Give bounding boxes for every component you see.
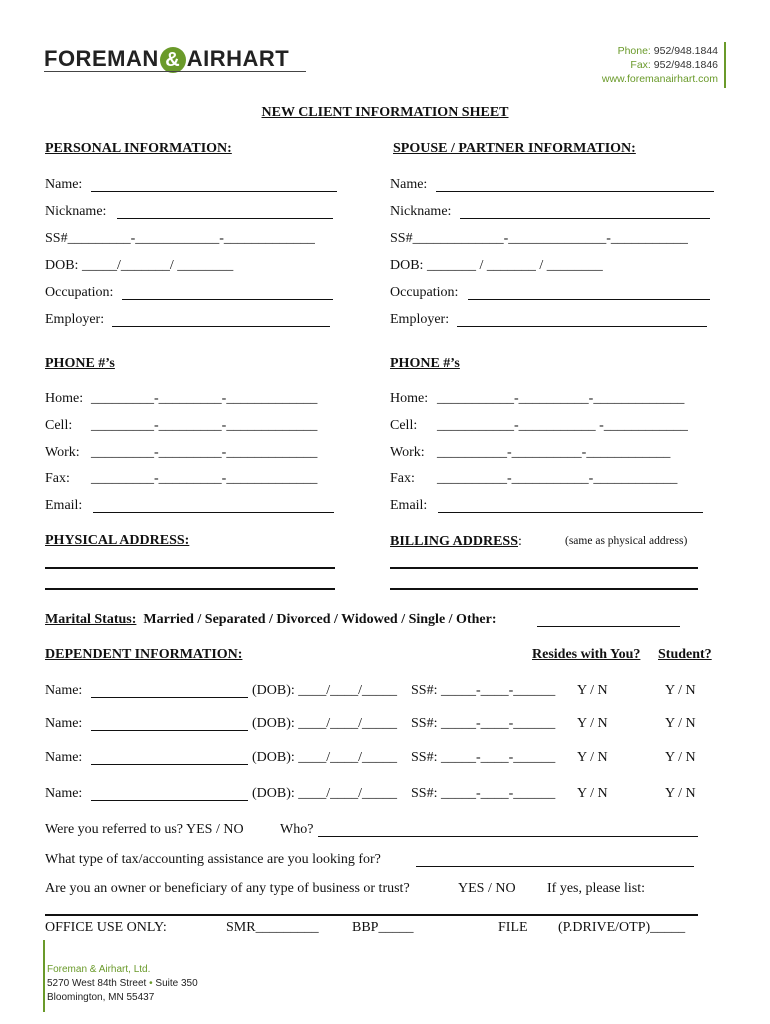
dependent-ss-field[interactable]: SS#: _____-____-______ (411, 786, 556, 801)
footer-divider (43, 940, 45, 1012)
fax-label: Fax: (630, 59, 651, 71)
spouse-phone-cell-label: Cell: (390, 418, 418, 433)
marital-status-label: Marital Status: (45, 612, 137, 627)
dependent-dob-field[interactable]: (DOB): ____/____/_____ (252, 750, 398, 765)
dependent-ss-field[interactable]: SS#: _____-____-______ (411, 716, 556, 731)
billing-address-line-1[interactable] (390, 567, 698, 569)
dependent-name-field[interactable] (91, 697, 248, 698)
dependent-name-label: Name: (45, 683, 83, 698)
personal-name-field[interactable] (91, 191, 337, 192)
owner-yes-no[interactable]: YES / NO (458, 881, 516, 896)
spouse-nickname-label: Nickname: (390, 204, 452, 219)
dependent-name-field[interactable] (91, 800, 248, 801)
email-field-right[interactable] (438, 512, 703, 513)
dependent-dob-field[interactable]: (DOB): ____/____/_____ (252, 716, 398, 731)
office-smr-field[interactable]: SMR_________ (226, 920, 319, 935)
footer-street: 5270 West 84th Street (47, 978, 147, 989)
billing-note: (same as physical address) (565, 535, 688, 547)
dependent-dob-field[interactable]: (DOB): ____/____/_____ (252, 683, 398, 698)
header-divider (724, 42, 726, 88)
personal-employer-label: Employer: (45, 312, 105, 327)
spouse-heading: SPOUSE / PARTNER INFORMATION: (393, 141, 636, 156)
dependent-name-field[interactable] (91, 730, 248, 731)
phone-work-label: Work: (45, 445, 80, 460)
dependent-ss-field[interactable]: SS#: _____-____-______ (411, 750, 556, 765)
dependent-resides-toggle[interactable]: Y / N (577, 716, 608, 731)
spouse-phone-home-label: Home: (390, 391, 429, 406)
phone-label: Phone: (617, 45, 651, 57)
logo-underline (44, 71, 306, 72)
physical-address-heading: PHYSICAL ADDRESS: (45, 533, 190, 548)
dependent-student-toggle[interactable]: Y / N (665, 683, 696, 698)
spouse-phone-work-label: Work: (390, 445, 425, 460)
dependent-student-toggle[interactable]: Y / N (665, 786, 696, 801)
assistance-question: What type of tax/accounting assistance are you looking for? (45, 852, 381, 867)
office-bbp-field[interactable]: BBP_____ (352, 920, 414, 935)
dependent-name-label: Name: (45, 716, 83, 731)
footer-address (47, 963, 198, 1005)
logo-text-right: AIRHART (186, 46, 290, 71)
marital-other-field[interactable] (537, 626, 680, 627)
footer-suite: Suite 350 (155, 978, 198, 989)
office-file-label: FILE (498, 920, 528, 935)
dependent-dob-field[interactable]: (DOB): ____/____/_____ (252, 786, 398, 801)
email-field-left[interactable] (93, 512, 334, 513)
physical-address-line-2[interactable] (45, 588, 335, 590)
phone-number: 952/948.1844 (653, 45, 718, 57)
personal-nickname-label: Nickname: (45, 204, 107, 219)
dependent-name-label: Name: (45, 786, 83, 801)
phone-work-field[interactable]: _________-_________-_____________ (91, 445, 318, 460)
physical-address-line-1[interactable] (45, 567, 335, 569)
phone-home-field[interactable]: _________-_________-_____________ (91, 391, 318, 406)
spouse-phone-work-field[interactable]: __________-__________-____________ (437, 445, 671, 460)
email-label-left: Email: (45, 498, 83, 513)
billing-address-heading: BILLING ADDRESS (390, 534, 518, 549)
personal-ss-field[interactable]: SS#_________-____________-_____________ (45, 231, 315, 246)
dependent-heading: DEPENDENT INFORMATION: (45, 647, 243, 662)
dependent-name-field[interactable] (91, 764, 248, 765)
if-yes-label: If yes, please list: (547, 881, 645, 896)
phone-cell-field[interactable]: _________-_________-_____________ (91, 418, 318, 433)
footer-company: Foreman & Airhart, Ltd. (47, 964, 151, 975)
student-header: Student? (658, 647, 712, 662)
logo-text-left: FOREMAN (44, 46, 159, 71)
footer-city: Bloomington, MN 55437 (47, 992, 155, 1003)
spouse-phone-fax-field[interactable]: __________-___________-____________ (437, 471, 678, 486)
billing-colon: : (518, 534, 522, 549)
dependent-resides-toggle[interactable]: Y / N (577, 786, 608, 801)
spouse-phone-home-field[interactable]: ___________-__________-_____________ (437, 391, 685, 406)
personal-employer-field[interactable] (112, 326, 330, 327)
contact-block (518, 44, 718, 86)
who-label: Who? (280, 822, 314, 837)
dependent-ss-field[interactable]: SS#: _____-____-______ (411, 683, 556, 698)
company-logo (44, 46, 289, 73)
page-title: NEW CLIENT INFORMATION SHEET (261, 105, 509, 120)
assistance-field[interactable] (416, 866, 694, 867)
billing-address-heading-group (390, 532, 522, 550)
office-use-label: OFFICE USE ONLY: (45, 920, 167, 935)
spouse-name-label: Name: (390, 177, 428, 192)
phone-fax-label: Fax: (45, 471, 70, 486)
email-label-right: Email: (390, 498, 428, 513)
spouse-name-field[interactable] (436, 191, 714, 192)
spouse-dob-field[interactable]: DOB: _______ / _______ / ________ (390, 258, 603, 273)
who-field[interactable] (318, 836, 698, 837)
marital-status-options[interactable]: Married / Separated / Divorced / Widowed / Single / Other: (143, 612, 497, 627)
footer-bullet: • (149, 978, 153, 989)
personal-occupation-label: Occupation: (45, 285, 114, 300)
phone-heading-left: PHONE #’s (45, 356, 115, 371)
referred-question[interactable]: Were you referred to us? YES / NO (45, 822, 244, 837)
owner-question: Are you an owner or beneficiary of any type of business or trust? (45, 881, 410, 896)
spouse-ss-field[interactable]: SS#_____________-______________-___________ (390, 231, 688, 246)
resides-header: Resides with You? (532, 647, 641, 662)
dependent-student-toggle[interactable]: Y / N (665, 750, 696, 765)
billing-address-line-2[interactable] (390, 588, 698, 590)
dependent-name-label: Name: (45, 750, 83, 765)
marital-status-row (45, 612, 496, 628)
personal-nickname-field[interactable] (117, 218, 333, 219)
spouse-phone-fax-label: Fax: (390, 471, 415, 486)
website-link[interactable]: www.foremanairhart.com (601, 73, 718, 85)
logo-ampersand: & (160, 47, 186, 73)
spouse-employer-label: Employer: (390, 312, 450, 327)
personal-occupation-field[interactable] (122, 299, 333, 300)
office-pdrive-field[interactable]: (P.DRIVE/OTP)_____ (558, 920, 686, 935)
spouse-occupation-field[interactable] (468, 299, 710, 300)
dependent-resides-toggle[interactable]: Y / N (577, 750, 608, 765)
spouse-employer-field[interactable] (457, 326, 707, 327)
fax-number: 952/948.1846 (653, 59, 718, 71)
dependent-student-toggle[interactable]: Y / N (665, 716, 696, 731)
personal-name-label: Name: (45, 177, 83, 192)
phone-home-label: Home: (45, 391, 84, 406)
personal-heading: PERSONAL INFORMATION: (45, 141, 232, 156)
spouse-occupation-label: Occupation: (390, 285, 459, 300)
business-list-field[interactable] (45, 914, 698, 916)
phone-heading-right: PHONE #’s (390, 356, 460, 371)
dependent-resides-toggle[interactable]: Y / N (577, 683, 608, 698)
personal-dob-field[interactable]: DOB: _____/_______/ ________ (45, 258, 234, 273)
spouse-nickname-field[interactable] (460, 218, 710, 219)
spouse-phone-cell-field[interactable]: ___________-___________ -____________ (437, 418, 688, 433)
phone-cell-label: Cell: (45, 418, 73, 433)
phone-fax-field[interactable]: _________-_________-_____________ (91, 471, 318, 486)
